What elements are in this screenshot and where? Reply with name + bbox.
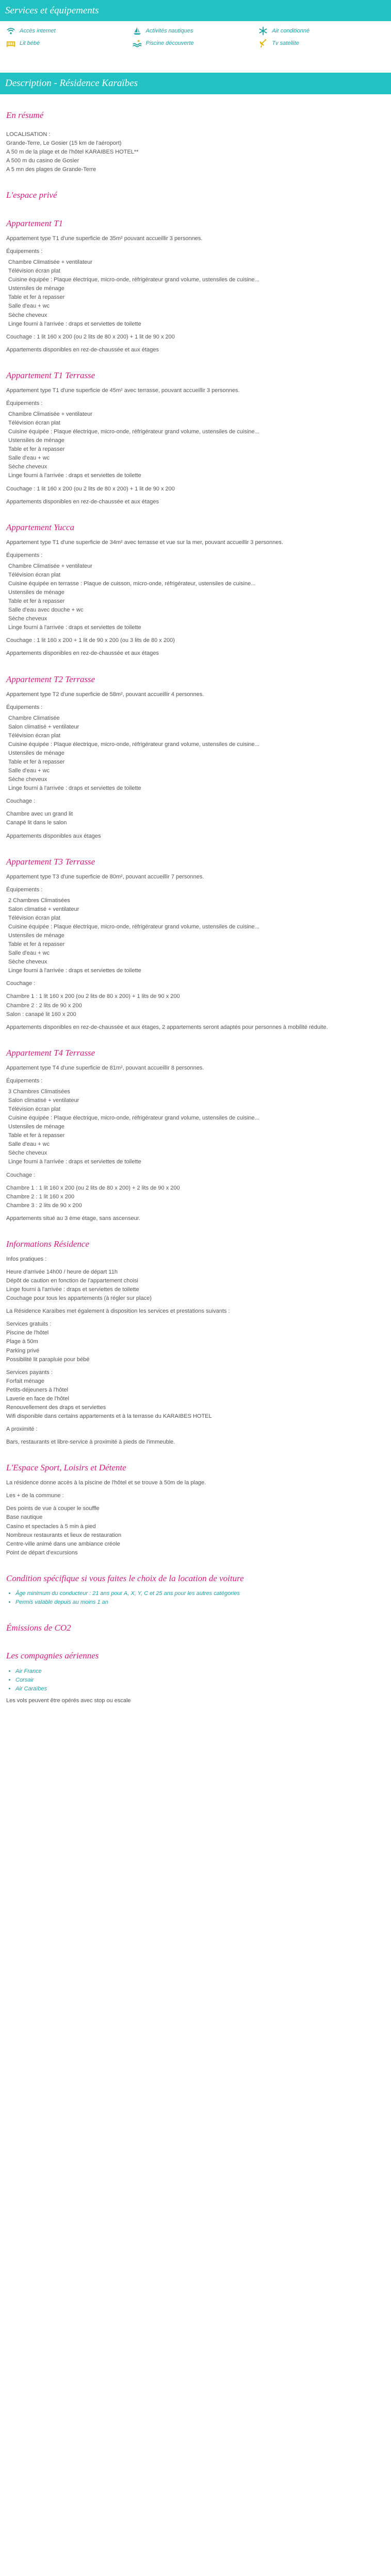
wifi-icon [6,26,15,36]
infos-payant-line: Renouvellement des draps et serviettes [6,1404,106,1411]
resume-heading: En résumé [6,110,44,120]
snowflake-icon [258,26,268,36]
airlines-note: Les vols peuvent être opérés avec stop ou escale [6,1697,131,1704]
equipment-item: Salle d'eau + wc [8,455,50,462]
equipment-item: Télévision écran plat [8,420,60,427]
airlines-list [15,1667,385,1693]
equipments-label: Équipements : [6,704,43,710]
equipment-item: Chambre Climatisée + ventilateur [8,563,92,570]
service-label: Activités nautiques [145,27,193,34]
equipment-item: Cuisine équipée : Plaque électrique, micro-onde, réfrigérateur grand volume, ustensiles de cuisine... [8,741,259,748]
localisation-line: A 500 m du casino de Gosier [6,158,79,164]
services-grid [6,21,385,55]
couchage-label: Couchage : [6,1172,36,1178]
equipment-item: Table et fer à repasser [8,759,65,766]
equipment-item: Ustensiles de ménage [8,437,64,444]
localisation-label: LOCALISATION : [6,131,51,138]
equipment-item: 3 Chambres Climatisées [8,1089,70,1095]
infos-pratique-line: Linge fourni à l'arrivée : draps et serviettes de toilette [6,1286,139,1293]
co2-heading: Émissions de CO2 [6,1623,71,1633]
equipment-item: Linge fourni à l'arrivée : draps et serviettes de toilette [8,1159,141,1165]
couchage-line: Couchage : 1 lit 160 x 200 (ou 2 lits de 80 x 200) + 1 lit de 90 x 200 [6,485,175,492]
equipments-list [8,714,385,793]
description-banner [0,73,391,94]
couchage-line: Salon : canapé lit 160 x 200 [6,1011,76,1018]
couchage-line: Couchage : 1 lit 160 x 200 (ou 2 lits de 80 x 200) + 1 lit de 90 x 200 [6,333,175,340]
apartment-note: Appartements disponibles en rez-de-chaussée et aux étages [6,650,159,657]
apartment-note: Appartements situé au 3 ème étage, sans ascenseur. [6,1215,140,1222]
localisation-line: Grande-Terre, Le Gosier (15 km de l'aéroport) [6,140,122,147]
equipments-label: Équipements : [6,1078,43,1084]
airlines-heading: Les compagnies aériennes [6,1651,99,1661]
equipment-item: Télévision écran plat [8,733,60,739]
sport-commune-line: Point de départ d'excursions [6,1549,78,1556]
equipment-item: Salon climatisé + ventilateur [8,724,79,730]
couchage-line: Chambre 2 : 2 lits de 90 x 200 [6,1002,82,1009]
condition-item: • Permis valable depuis au moins 1 an [15,1598,385,1607]
equipment-item: Sèche cheveux [8,312,47,318]
apartment-heading: Appartement T1 Terrasse [6,370,95,380]
infos-gratuit-line: Parking privé [6,1347,40,1354]
equipment-item: Télévision écran plat [8,915,60,922]
equipment-item: Linge fourni à l'arrivée : draps et serviettes de toilette [8,785,141,792]
equipment-item: Table et fer à repasser [8,446,65,453]
couchage-line: Chambre 1 : 1 lit 160 x 200 (ou 2 lits de 80 x 200) + 1 lits de 90 x 200 [6,993,180,1000]
apartment-heading: Appartement T3 Terrasse [6,856,95,867]
infos-pratique-line: Dépôt de caution en fonction de l'appartement choisi [6,1278,138,1284]
apartment-summary: Appartement type T3 d'une superficie de 80m², pouvant accueillir 7 personnes. [6,873,204,880]
services-banner [0,0,391,21]
sport-commune-line: Nombreux restaurants et lieux de restauration [6,1532,122,1538]
service-label: Accès internet [20,27,56,34]
sport-commune-line: Casino et spectacles à 5 min à pied [6,1523,96,1530]
equipment-item: Chambre Climatisée + ventilateur [8,259,92,266]
service-tv [258,39,385,48]
apartment-summary: Appartement type T1 d'une superficie de 35m² pouvant accueillir 3 personnes. [6,235,203,242]
equipment-item: Cuisine équipée : Plaque électrique, micro-onde, réfrigérateur grand volume, ustensiles de cuisine... [8,429,259,435]
equipment-item: Chambre Climatisée + ventilateur [8,411,92,418]
apartments-list [6,217,385,1223]
equipment-item: Sèche cheveux [8,959,47,965]
equipment-item: Sèche cheveux [8,616,47,622]
couchage-label: Couchage : [6,798,36,805]
equipment-item: 2 Chambres Climatisées [8,897,70,904]
equipment-item: Salle d'eau + wc [8,303,50,310]
couchage-line: Canapé lit dans le salon [6,820,67,826]
equipment-item: Linge fourni à l'arrivée : draps et serviettes de toilette [8,624,141,631]
infos-gratuit-line: Plage à 50m [6,1338,38,1345]
infos-gratuits-label: Services gratuits : [6,1321,52,1328]
infos-gratuit-line: Possibilité lit parapluie pour bébé [6,1356,90,1363]
condition-list [15,1589,385,1607]
apartment-note: Appartements disponibles en rez-de-chaussée et aux étages [6,498,159,505]
equipment-item: Table et fer à repasser [8,598,65,605]
service-piscine [133,39,259,48]
infos-payant-line: Petits-déjeuners à l'hôtel [6,1386,69,1393]
equipment-item: Sèche cheveux [8,776,47,783]
sport-heading: L'Espace Sport, Loisirs et Détente [6,1462,126,1472]
couchage-line: Chambre avec un grand lit [6,811,73,818]
pool-icon [133,39,142,48]
equipment-item: Chambre Climatisée [8,715,60,721]
apartment-note: Appartements disponibles en rez-de-chaussée et aux étages [6,346,159,353]
infos-pratique-label: Infos pratiques : [6,1256,47,1263]
equipments-list [8,896,385,975]
equipment-item: Télévision écran plat [8,572,60,579]
service-internet [6,26,133,36]
equipment-item: Salle d'eau avec douche + wc [8,607,84,614]
equipment-item: Salle d'eau + wc [8,768,50,774]
equipment-item: Linge fourni à l'arrivée : draps et serviettes de toilette [8,472,141,479]
equipments-list [8,410,385,480]
infos-gratuit-line: Piscine de l'hôtel [6,1330,49,1336]
equipment-item: Linge fourni à l'arrivée : draps et serviettes de toilette [8,968,141,974]
infos-pratique-line: Couchage pour tous les appartements (à régler sur place) [6,1295,152,1302]
infos-payant-line: Forfait ménage [6,1378,44,1384]
equipment-item: Cuisine équipée : Plaque électrique, micro-onde, réfrigérateur grand volume, ustensiles de cuisine... [8,1115,259,1122]
sport-commune-line: Base nautique [6,1514,43,1521]
equipment-item: Cuisine équipée : Plaque électrique, micro-onde, réfrigérateur grand volume, ustensiles de cuisine... [8,924,259,930]
apartment-summary: Appartement type T1 d'une superficie de 45m² avec terrasse, pouvant accueillir 3 personnes. [6,387,240,394]
equipments-label: Équipements : [6,248,43,255]
service-label: Lit bébé [20,40,40,46]
infos-payants-label: Services payants : [6,1369,53,1376]
services-title: Services et équipements [5,5,99,16]
espace-prive-heading: L'espace privé [6,190,57,200]
service-label: Air conditionné [272,27,310,34]
equipment-item: Sèche cheveux [8,1150,47,1157]
equipment-item: Télévision écran plat [8,268,60,275]
equipment-item: Salle d'eau + wc [8,950,50,957]
apartment-note: Appartements disponibles en rez-de-chaussée et aux étages, 2 appartements seront adaptés pour personnes à mobilité réduite. [6,1024,328,1030]
equipment-item: Ustensiles de ménage [8,1124,64,1130]
equipment-item: Sèche cheveux [8,464,47,470]
condition-heading: Condition spécifique si vous faites le choix de la location de voiture [6,1573,244,1583]
equipment-item: Ustensiles de ménage [8,750,64,757]
service-lit-bebe [6,39,133,48]
infos-payant-line: Laverie en face de l'hôtel [6,1395,69,1402]
airline-item: • Air France [15,1667,385,1676]
equipments-list [8,258,385,328]
apartment-summary: Appartement type T4 d'une superficie de 81m², pouvant accueillir 8 personnes. [6,1065,204,1071]
equipment-item: Table et fer à repasser [8,294,65,301]
service-label: Tv satellite [272,40,299,46]
infos-heading: Informations Résidence [6,1239,89,1249]
couchage-label: Couchage : [6,980,36,987]
equipment-item: Table et fer à repasser [8,1132,65,1139]
apartment-heading: Appartement T4 Terrasse [6,1047,95,1058]
sport-commune-label: Les + de la commune : [6,1493,64,1499]
airline-item: • Corsair [15,1676,385,1685]
airline-item: • Air Caraïbes [15,1685,385,1693]
satellite-icon [258,39,268,48]
infos-pratique-line: Heure d'arrivée 14h00 / heure de départ 11h [6,1269,118,1276]
equipment-item: Salle d'eau + wc [8,1141,50,1148]
service-nautique [133,26,259,36]
infos-payant-line: Wifi disponible dans certains appartements et à la terrasse du KARAIBES HOTEL [6,1413,212,1419]
infos-mise-a-dispo: La Résidence Karaïbes met également à disposition les services et prestations suivants : [6,1308,230,1315]
sport-commune-line: Des points de vue à couper le souffle [6,1505,100,1512]
sport-commune-line: Centre-ville animé dans une ambiance créole [6,1540,120,1547]
equipment-item: Télévision écran plat [8,1106,60,1113]
equipment-item: Ustensiles de ménage [8,285,64,292]
apartment-heading: Appartement Yucca [6,522,75,532]
service-clim [258,26,385,36]
equipments-label: Équipements : [6,886,43,893]
localisation-line: A 5 mn des plages de Grande-Terre [6,166,96,173]
couchage-line: Chambre 3 : 2 lits de 90 x 200 [6,1202,82,1209]
equipments-label: Équipements : [6,552,43,558]
apartment-summary: Appartement type T2 d'une superficie de 58m², pouvant accueillir 4 personnes. [6,691,204,698]
sport-intro: La résidence donne accès à la piscine de l'hôtel et se trouve à 50m de la plage. [6,1480,206,1486]
boat-icon [133,26,142,36]
apartment-summary: Appartement type T1 d'une superficie de 34m² avec terrasse et vue sur la mer, pouvant accueillir 3 personnes. [6,539,283,546]
apartment-heading: Appartement T2 Terrasse [6,674,95,684]
equipment-item: Salon climatisé + ventilateur [8,906,79,913]
equipment-item: Cuisine équipée : Plaque électrique, micro-onde, réfrigérateur grand volume, ustensiles de cuisine... [8,277,259,283]
apartment-heading: Appartement T1 [6,218,63,228]
couchage-line: Couchage : 1 lit 160 x 200 + 1 lit de 90 x 200 (ou 3 lits de 80 x 200) [6,637,175,644]
couchage-line: Chambre 2 : 1 lit 160 x 200 [6,1193,75,1200]
baby-bed-icon [6,39,15,48]
condition-item: • Âge minimum du conducteur : 21 ans pour A, X, Y, C et 25 ans pour les autres catégories [15,1589,385,1598]
infos-proximite-text: Bars, restaurants et libre-service à proximité à pieds de l'immeuble. [6,1438,175,1445]
equipment-item: Cuisine équipée en terrasse : Plaque de cuisson, micro-onde, réfrigérateur, ustensiles de cuisine... [8,581,256,587]
equipment-item: Table et fer à repasser [8,941,65,948]
equipment-item: Linge fourni à l'arrivée : draps et serviettes de toilette [8,320,141,327]
infos-proximite-label: A proximité : [6,1426,38,1432]
service-label: Piscine découverte [145,40,194,46]
couchage-line: Chambre 1 : 1 lit 160 x 200 (ou 2 lits de 80 x 200) + 2 lits de 90 x 200 [6,1184,180,1191]
equipment-item: Salon climatisé + ventilateur [8,1097,79,1104]
equipments-list [8,1088,385,1166]
localisation-line: A 50 m de la plage et de l'hôtel KARAIBES HOTEL** [6,149,139,156]
equipment-item: Ustensiles de ménage [8,933,64,939]
equipment-item: Ustensiles de ménage [8,589,64,596]
apartment-note: Appartements disponibles aux étages [6,833,101,839]
equipments-label: Équipements : [6,400,43,407]
description-title: Description - Résidence Karaïbes [5,78,138,89]
equipments-list [8,562,385,632]
